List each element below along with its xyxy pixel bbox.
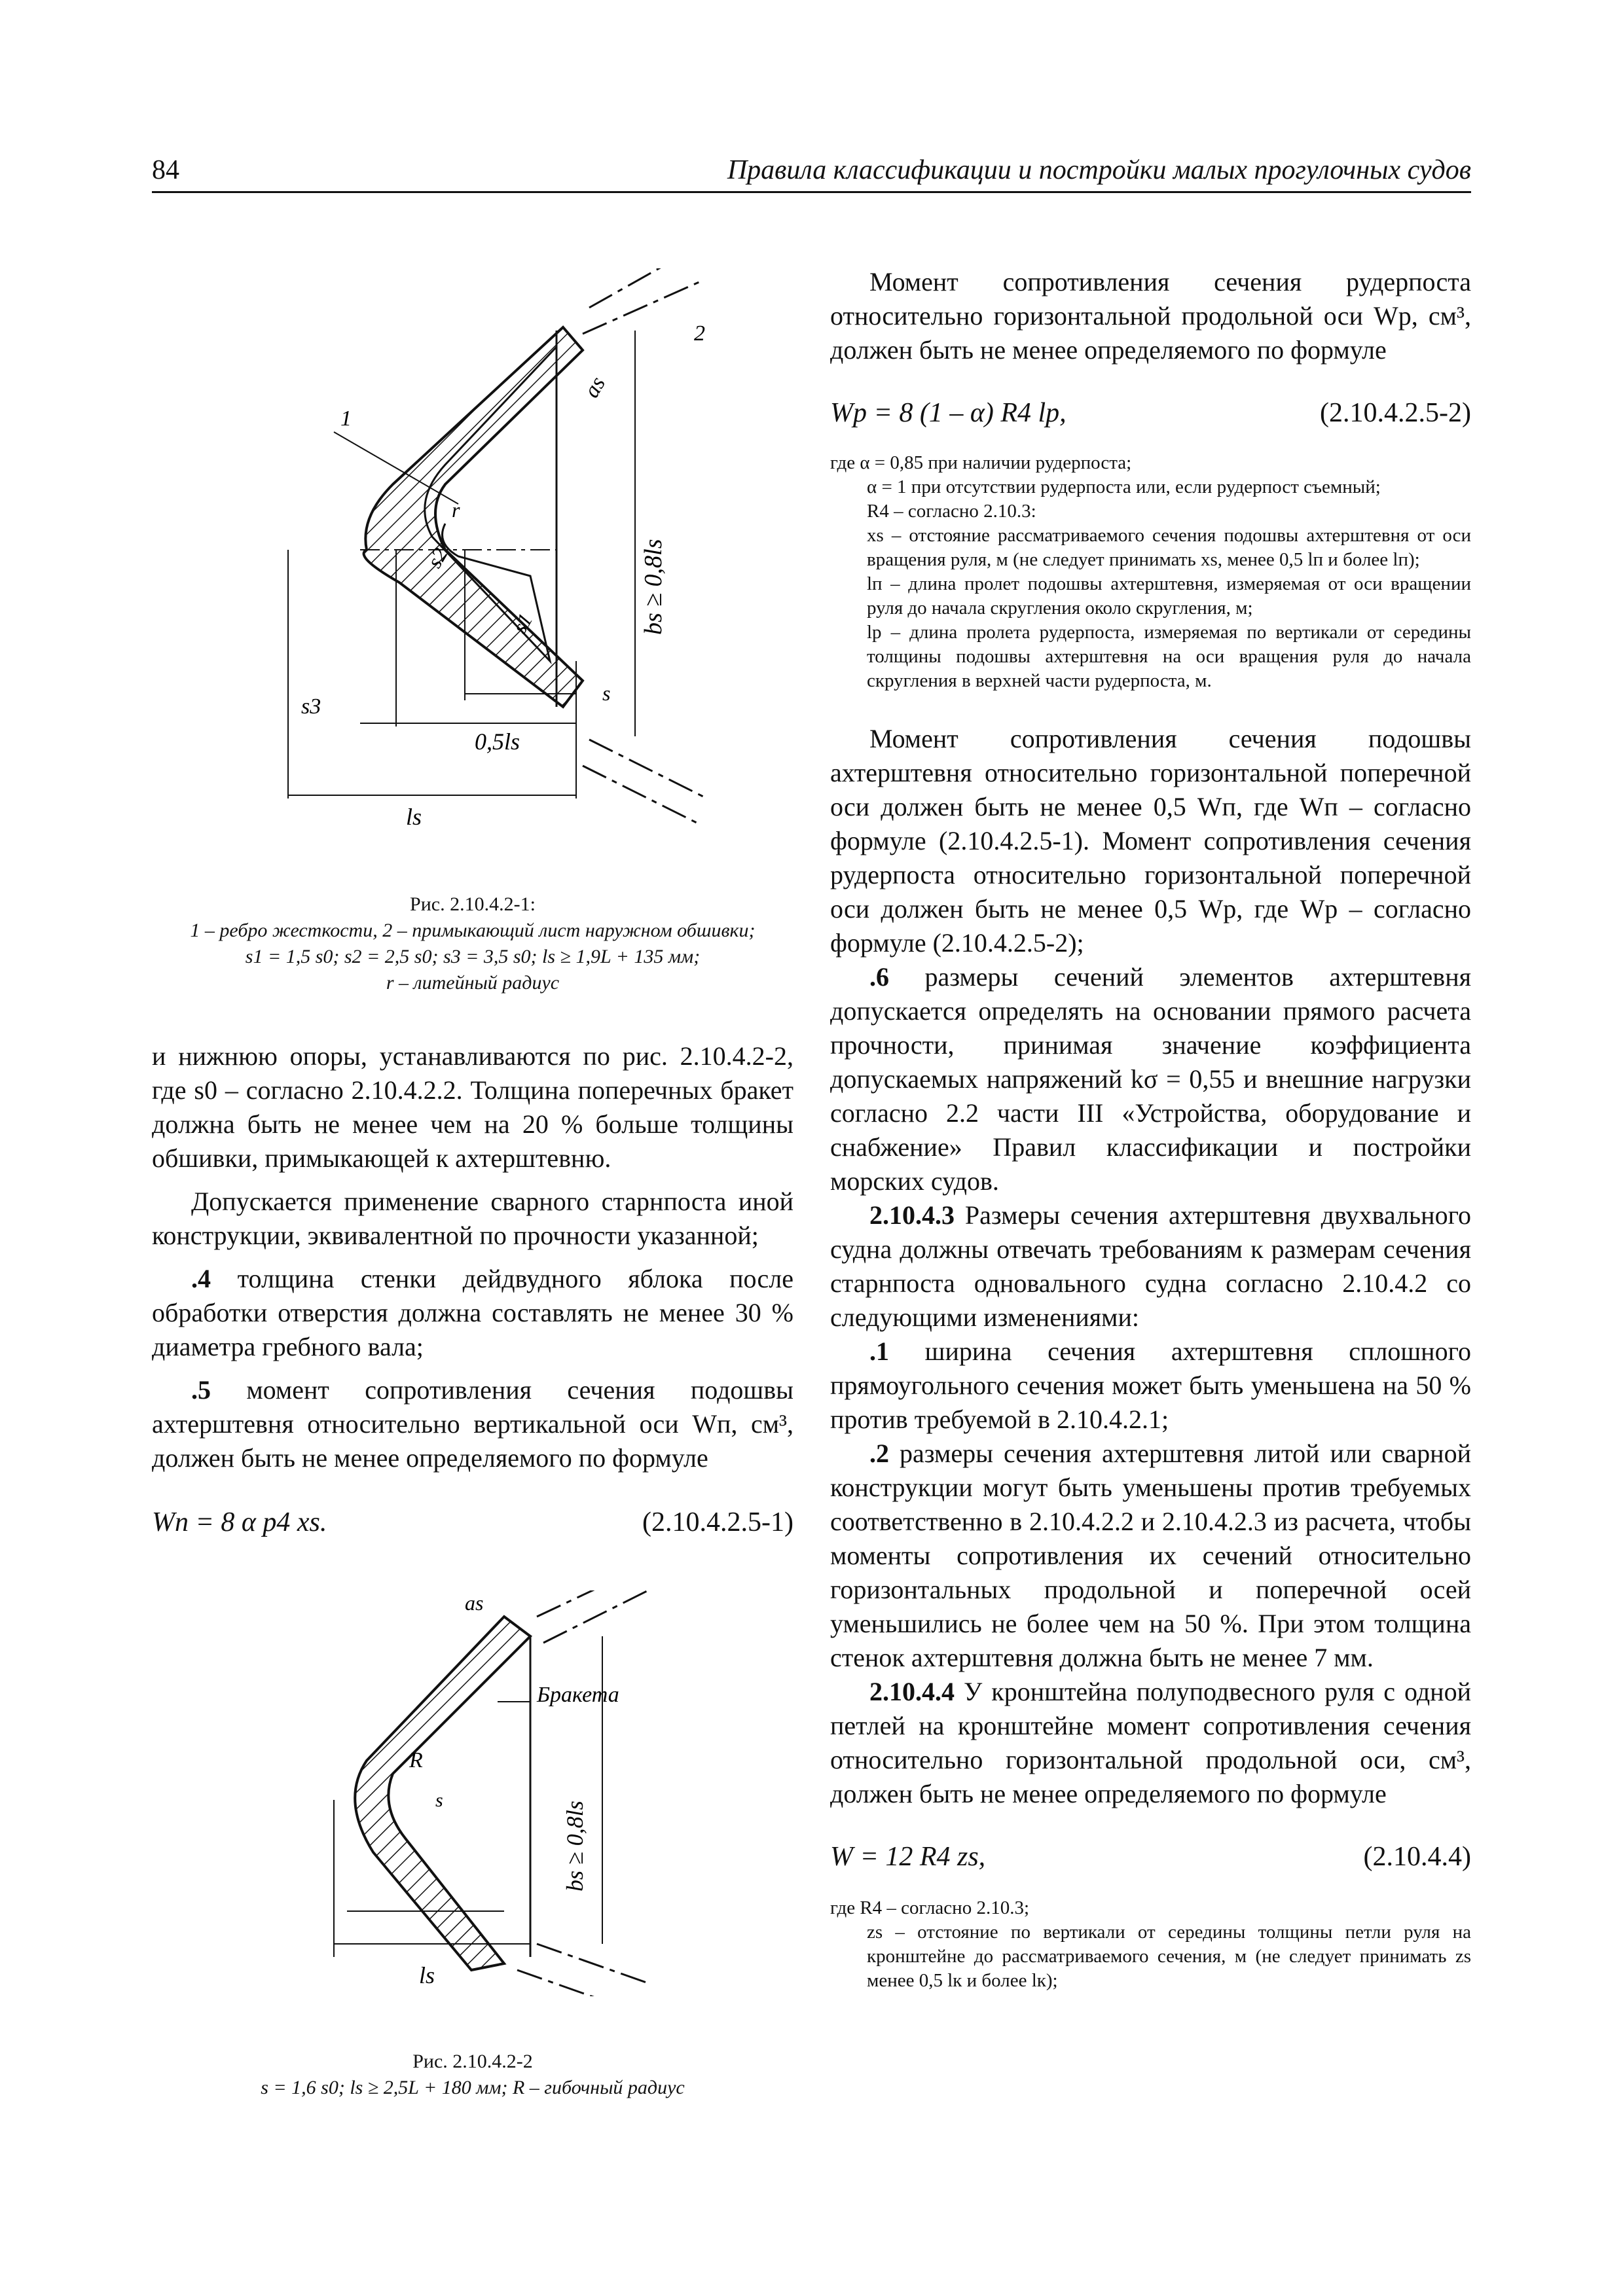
fig1-label-bs: bs ≥ 0,8ls (640, 539, 667, 635)
where-list-1 (830, 451, 1471, 693)
where1-item: где α = 0,85 при наличии рудерпоста; (830, 452, 1132, 473)
where2-item: zs – отстояние по вертикали от середины толщины петли руля на кронштейне до рассматриваемого сечения, м (не следует принимать zs менее 0,5 lк и более lк); (867, 1922, 1471, 1991)
fig1-label-s: s (602, 681, 611, 705)
where1-item: xs – отстояние рассматриваемого сечения подошвы ахтерштевня от оси вращения руля, м (не следует принимать xs, менее 0,5 lп и более lп); (867, 525, 1471, 570)
fig1-label-s1: s1 (507, 609, 538, 637)
fig2-label-as: as (465, 1591, 484, 1615)
running-title: Правила классификации и постройки малых прогулочных судов (727, 155, 1471, 185)
fig2-label-s: s (435, 1789, 443, 1811)
left-paragraph-3: .4 толщина стенки дейдвудного яблока после обработки отверстия должна составлять не менее 30 % диаметра гребного вала; (152, 1264, 793, 1361)
right-paragraph-6: .2 размеры сечения ахтерштевня литой или сварной конструкции могут быть уменьшены против требуемых соответственно в 2.10.4.2.2 и 2.10.4.2.3 из расчета, чтобы моменты сопротивления их сечений относительно горизонтальных продольной и поперечной осей уменьшились не более чем на 50 %. При этом толщина стенок ахтерштевня должна быть не менее 7 мм. (830, 1439, 1471, 1672)
left-paragraph-2: Допускается применение сварного старнпоста иной конструкции, эквивалентной по прочности указанной; (152, 1187, 793, 1250)
fig2-caption-line1: s = 1,6 s0; ls ≥ 2,5L + 180 мм; R – гибочный радиус (261, 2077, 685, 2098)
left-paragraph-4: .5 момент сопротивления сечения подошвы ахтерштевня относительно вертикальной оси Wп, см³, должен быть не менее определяемого по формуле (152, 1375, 793, 1473)
right-paragraph-2: Момент сопротивления сечения подошвы ахтерштевня относительно горизонтальной поперечной оси должен быть не менее 0,5 Wп, где Wп – согласно формуле (2.10.4.2.5-1). Момент сопротивления сечения рудерпоста относительно горизонтальной поперечной оси должен быть не менее 0,5 Wр, где Wр – согласно формуле (2.10.4.2.5-2); (830, 724, 1471, 958)
where2-item: где R4 – согласно 2.10.3; (830, 1897, 1030, 1918)
right-paragraph-3: .6 размеры сечений элементов ахтерштевня допускается определять на основании прямого расчета прочности, принимая значение коэффициента допускаемых напряжений kσ = 0,55 и внешние нагрузки согласно 2.2 части III «Устройства, оборудование и снабжение» Правил классификации и постройки морских судов. (830, 962, 1471, 1196)
where-list-2 (830, 1896, 1471, 1993)
fig1-caption-line3: r – литейный радиус (386, 972, 560, 994)
where1-item: R4 – согласно 2.10.3: (867, 501, 1036, 522)
right-paragraph-4: 2.10.4.3 Размеры сечения ахтерштевня двухвального судна должны отвечать требованиям к размерам сечения старнпоста одновального судна согласно 2.10.4.2 со следующими изменениями: (830, 1200, 1471, 1332)
fig1-label-s2: s2 (422, 543, 452, 572)
formula-2-10-4-2-5-1: Wп = 8 α p4 xs. (2.10.4.2.5-1) (152, 1507, 793, 1537)
left-column (152, 1039, 793, 1538)
fig1-label-1: 1 (340, 406, 352, 431)
right-paragraph-7: 2.10.4.4 У кронштейна полуподвесного руля с одной петлей на кронштейне момент сопротивления сечения относительно горизонтальной продольной оси, см³, должен быть не менее определяемого по формуле (830, 1677, 1471, 1808)
fig1-caption-line1: 1 – ребро жесткости, 2 – примыкающий лист наружном обшивки; (190, 920, 756, 941)
fig2-label-braketa: Бракета (537, 1683, 619, 1707)
fig2-caption (152, 2049, 793, 2101)
fig2-label-bs: bs ≥ 0,8ls (562, 1801, 588, 1892)
figure-2-10-4-2-1 (249, 268, 707, 831)
fig2-label-ls: ls (419, 1962, 435, 1988)
figure-2-10-4-2-2 (308, 1590, 714, 1996)
fig2-caption-title: Рис. 2.10.4.2-2 (412, 2051, 533, 2072)
fig1-label-ls: ls (406, 804, 422, 830)
where1-item: lп – длина пролет подошвы ахтерштевня, измеряемая от оси вращении руля до начала скругления около скругления, м; (867, 573, 1471, 619)
header-rule (152, 191, 1471, 193)
formula-2-10-4-2-5-2: Wр = 8 (1 – α) R4 lр, (2.10.4.2.5-2) (830, 398, 1471, 428)
formula-2-10-4-4: W = 12 R4 zs, (2.10.4.4) (830, 1842, 1471, 1872)
where1-item: lр – длина пролета рудерпоста, измеряемая по вертикали от середины толщины подошвы ахтерштевня на оси вращения руля до начала скругления в верхней части рудерпоста, м. (867, 622, 1471, 691)
fig1-caption (152, 891, 793, 996)
fig1-label-as: as (579, 372, 611, 402)
fig1-label-r: r (452, 498, 460, 522)
fig1-caption-title: Рис. 2.10.4.2-1: (410, 893, 536, 915)
fig1-label-half-ls: 0,5ls (475, 728, 520, 755)
fig1-label-2: 2 (694, 321, 705, 346)
where1-item: α = 1 при отсутствии рудерпоста или, если рудерпост съемный; (867, 476, 1381, 497)
left-paragraph-1: и нижнюю опоры, устанавливаются по рис. 2.10.4.2-2, где s0 – согласно 2.10.4.2.2. Толщина поперечных бракет должна быть не менее чем на 20 % больше толщины обшивки, примыкающей к ахтерштевню. (152, 1041, 793, 1173)
right-paragraph-5: .1 ширина сечения ахтерштевня сплошного прямоугольного сечения может быть уменьшена на 50 % против требуемой в 2.10.4.2.1; (830, 1336, 1471, 1434)
right-paragraph-1: Момент сопротивления сечения рудерпоста относительно горизонтальной продольной оси Wр, см³, должен быть не менее определяемого по формуле (830, 267, 1471, 365)
page-number: 84 (152, 155, 179, 185)
right-column (830, 265, 1471, 1993)
fig1-label-s3: s3 (301, 694, 321, 719)
fig2-label-R: R (409, 1748, 423, 1772)
fig1-caption-line2: s1 = 1,5 s0; s2 = 2,5 s0; s3 = 3,5 s0; ls ≥ 1,9L + 135 мм; (245, 946, 701, 967)
